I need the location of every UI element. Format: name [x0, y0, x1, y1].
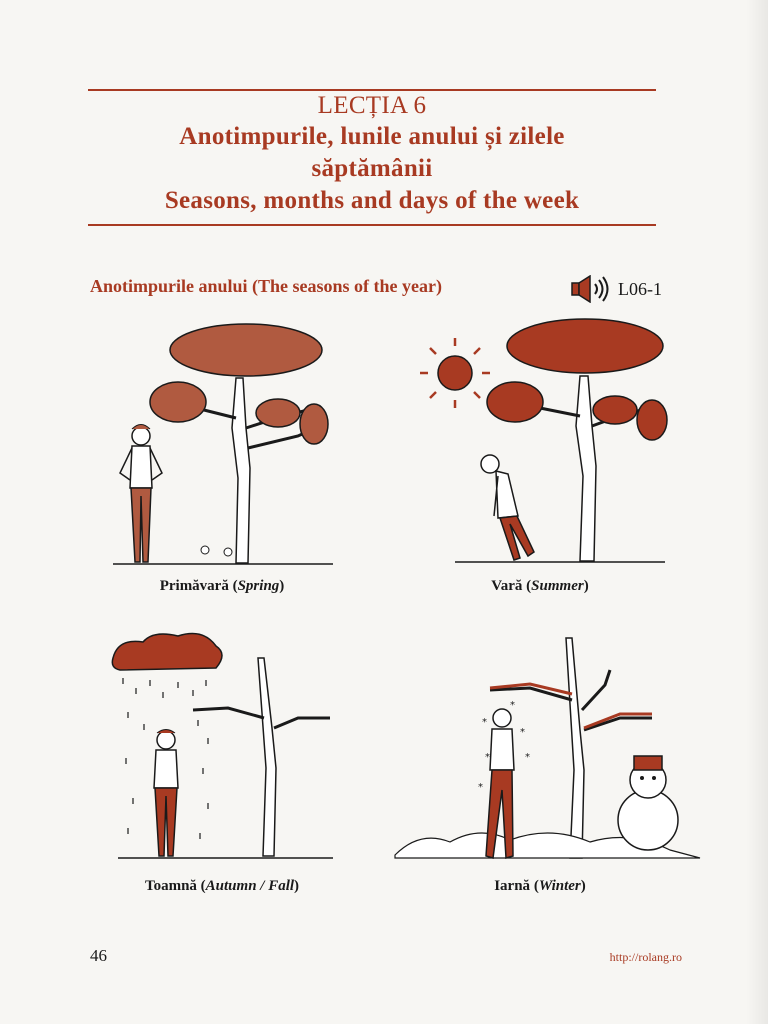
winter-illustration — [390, 630, 710, 868]
caption-winter-en: Winter — [538, 878, 581, 894]
section-heading: Anotimpurile anului (The seasons of the year) — [90, 276, 443, 296]
caption-winter-ro: Iarnă — [494, 878, 531, 894]
caption-summer-ro: Vară — [491, 578, 523, 594]
header-rule-bottom — [88, 224, 656, 226]
caption-winter: Iarnă (Winter) — [494, 878, 586, 894]
caption-autumn: Toamnă (Autumn / Fall) — [144, 878, 300, 894]
title-romanian-line1: Anotimpurile, lunile anului și zilele — [179, 123, 565, 150]
svg-text:*: * — [482, 717, 487, 728]
caption-autumn-ro: Toamnă — [144, 878, 197, 894]
caption-spring-en: Spring — [237, 578, 280, 594]
title-english: Seasons, months and days of the week — [164, 187, 580, 214]
caption-spring-ro: Primăvară — [159, 578, 229, 594]
caption-spring: Primăvară (Spring) — [159, 578, 285, 594]
caption-summer: Vară (Summer) — [491, 578, 589, 594]
autumn-illustration — [108, 628, 338, 868]
speaker-icon[interactable] — [570, 275, 614, 303]
site-url[interactable]: http://rolang.ro — [609, 950, 682, 964]
svg-text:*: * — [478, 782, 483, 793]
svg-text:*: * — [520, 727, 525, 738]
title-romanian-line2: săptămânii — [311, 155, 433, 182]
audio-code: L06-1 — [618, 278, 662, 299]
page-number: 46 — [90, 946, 107, 965]
page-edge-shadow — [746, 0, 768, 1024]
svg-text:*: * — [510, 700, 515, 711]
caption-summer-en: Summer — [531, 578, 584, 594]
lesson-header — [88, 90, 656, 217]
lesson-number: LECȚIA 6 — [317, 92, 427, 119]
caption-autumn-en: Autumn / Fall — [205, 878, 295, 894]
svg-text:*: * — [525, 752, 530, 763]
spring-illustration — [108, 318, 338, 573]
svg-text:*: * — [485, 752, 490, 763]
audio-track[interactable] — [570, 275, 662, 303]
summer-illustration — [410, 316, 670, 573]
